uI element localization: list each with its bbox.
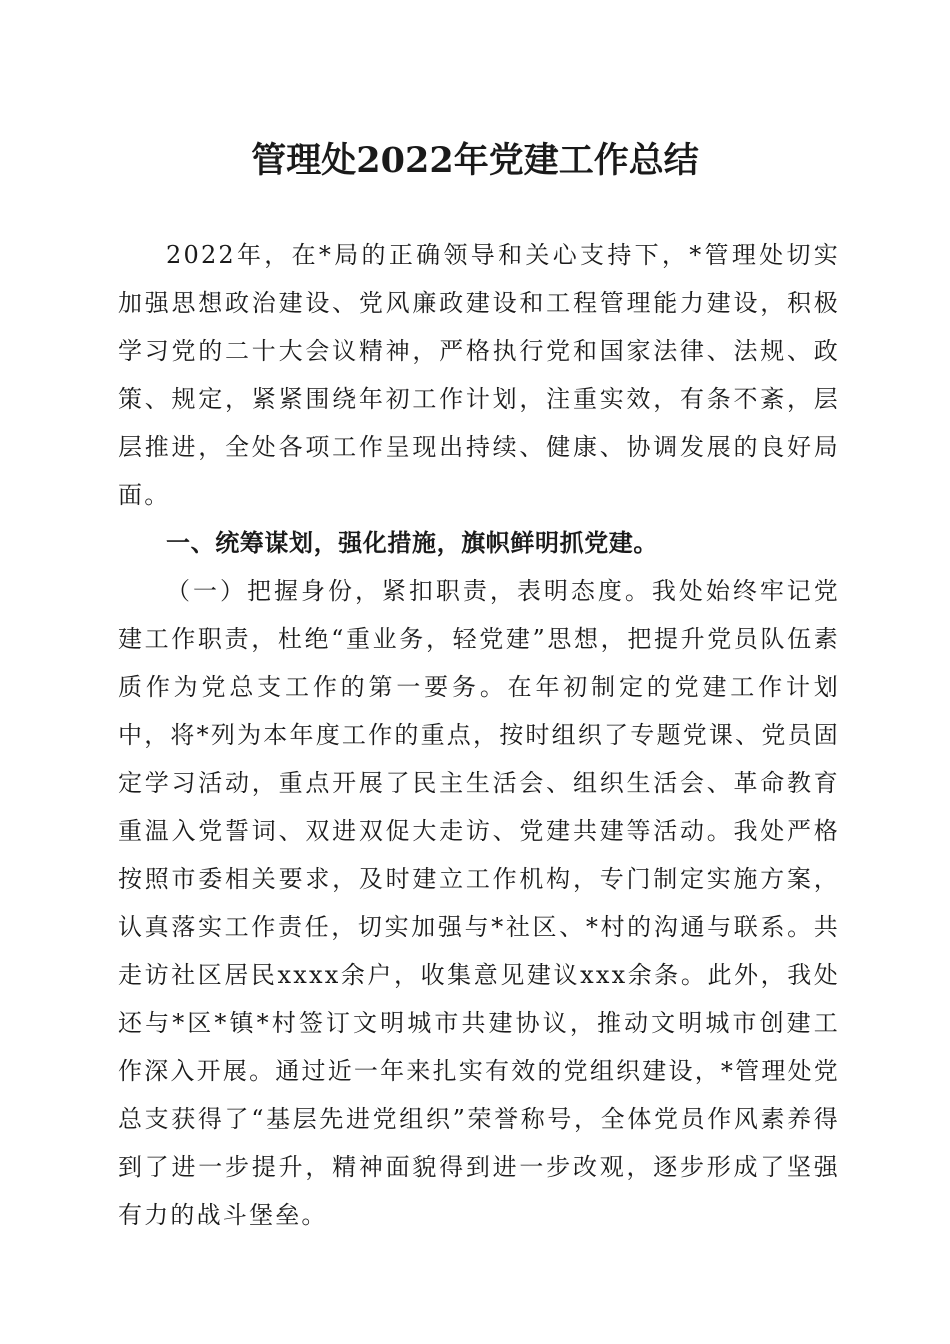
- section-paragraph: （一）把握身份，紧扣职责，表明态度。我处始终牢记党建工作职责，杜绝“重业务，轻党建”思想，把提升党员队伍素质作为党总支工作的第一要务。在年初制定的党建工作计划中，将*列为本年度工作的重点，按时组织了专题党课、党员固定学习活动，重点开展了民主生活会、组织生活会、革命教育重温入党誓词、双进双促大走访、党建共建等活动。我处严格按照市委相关要求，及时建立工作机构，专门制定实施方案，认真落实工作责任，切实加强与*社区、*村的沟通与联系。共走访社区居民xxxx余户，收集意见建议xxx余条。此外，我处还与*区*镇*村签订文明城市共建协议，推动文明城市创建工作深入开展。通过近一年来扎实有效的党组织建设，*管理处党总支获得了“基层先进党组织”荣誉称号，全体党员作风素养得到了进一步提升，精神面貌得到进一步改观，逐步形成了坚强有力的战斗堡垒。: [118, 577, 840, 1229]
- document-title: 管理处2022年党建工作总结: [251, 140, 699, 181]
- section-heading: 一、统筹谋划，强化措施，旗帜鲜明抓党建。: [166, 529, 658, 557]
- intro-paragraph: 2022年，在*局的正确领导和关心支持下，*管理处切实加强思想政治建设、党风廉政建设和工程管理能力建设，积极学习党的二十大会议精神，严格执行党和国家法律、法规、政策、规定，紧紧围绕年初工作计划，注重实效，有条不紊，层层推进，全处各项工作呈现出持续、健康、协调发展的良好局面。: [118, 241, 840, 509]
- document-body: [118, 231, 840, 1239]
